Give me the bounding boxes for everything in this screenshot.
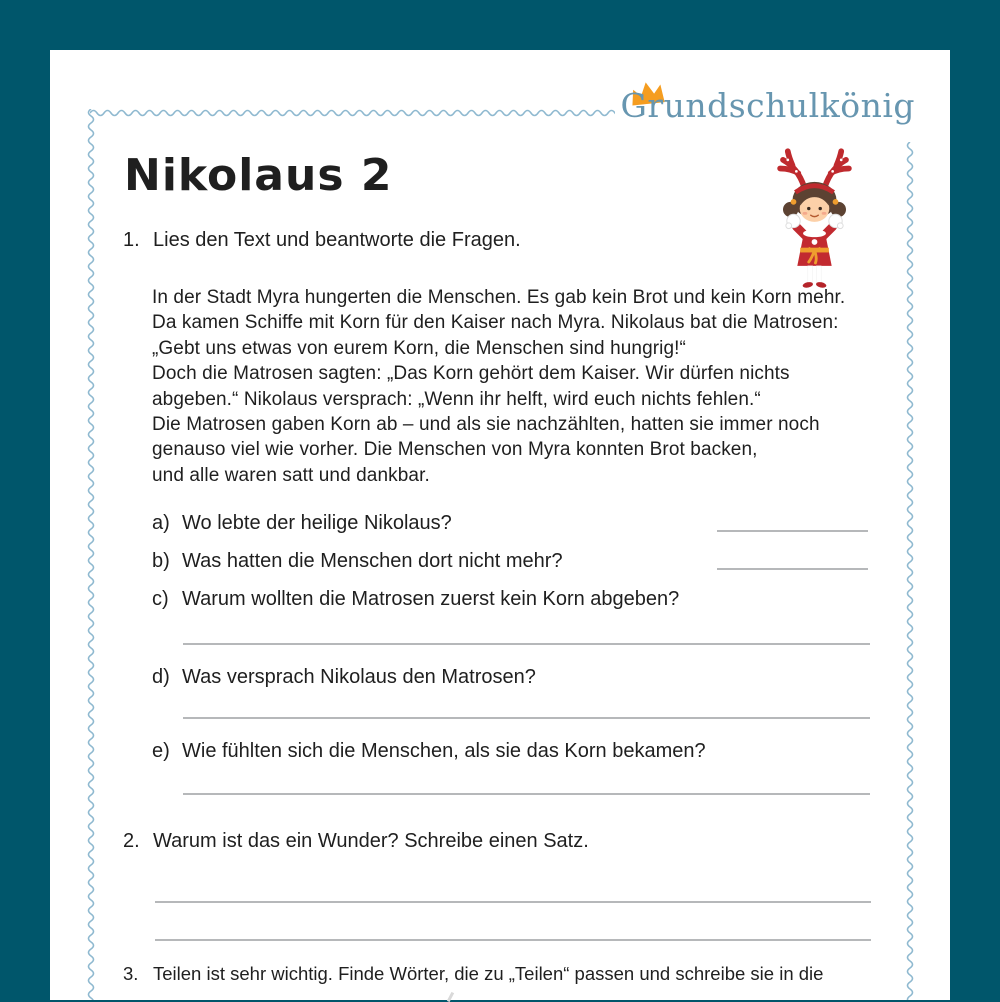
- passage-line: Die Matrosen gaben Korn ab – und als sie nachzählten, hatten sie immer noch: [152, 414, 820, 436]
- question-a-label: a): [152, 512, 170, 534]
- passage-line: und alle waren satt und dankbar.: [152, 464, 430, 486]
- task-3: [123, 963, 893, 985]
- task-1-instruction: Lies den Text und beantworte die Fragen.: [153, 229, 521, 251]
- reading-passage: [152, 285, 872, 488]
- passage-line: Da kamen Schiffe mit Korn für den Kaiser nach Myra. Nikolaus bat die Matrosen:: [152, 312, 839, 334]
- reindeer-girl-illustration: [762, 146, 867, 294]
- question-b-label: b): [152, 550, 170, 572]
- task-1-number: 1.: [123, 229, 140, 251]
- answer-line-e: [183, 793, 870, 795]
- answer-line-task2-2: [155, 939, 871, 941]
- task-2-number: 2.: [123, 830, 140, 852]
- task-2: [123, 830, 589, 853]
- passage-line: abgeben.“ Nikolaus versprach: „Wenn ihr helft, wird euch nichts fehlen.“: [152, 388, 761, 410]
- question-e: [152, 740, 706, 763]
- question-b-text: Was hatten die Menschen dort nicht mehr?: [182, 550, 563, 572]
- antlers-icon: [780, 151, 849, 186]
- answer-line-d: [183, 717, 870, 719]
- task-1: [123, 229, 521, 252]
- question-a: [152, 512, 452, 535]
- task-3-instruction: Teilen ist sehr wichtig. Finde Wörter, die zu „Teilen“ passen und schreibe sie in die: [153, 963, 824, 984]
- passage-line: „Gebt uns etwas von eurem Korn, die Menschen sind hungrig!“: [152, 337, 686, 359]
- answer-line-a: [717, 530, 868, 532]
- question-a-text: Wo lebte der heilige Nikolaus?: [182, 512, 452, 534]
- task-2-instruction: Warum ist das ein Wunder? Schreibe einen Satz.: [153, 830, 589, 852]
- passage-line: Doch die Matrosen sagten: „Das Korn gehört dem Kaiser. Wir dürfen nichts: [152, 363, 790, 385]
- task-3-number: 3.: [123, 963, 139, 984]
- brand-logo: Grundschulkönig: [620, 86, 915, 125]
- question-c-text: Warum wollten die Matrosen zuerst kein Korn abgeben?: [182, 588, 680, 610]
- question-c-label: c): [152, 588, 169, 610]
- answer-line-b: [717, 568, 868, 570]
- question-e-label: e): [152, 740, 170, 762]
- answer-line-task2-1: [155, 901, 871, 903]
- question-d-text: Was versprach Nikolaus den Matrosen?: [182, 666, 536, 688]
- question-e-text: Wie fühlten sich die Menschen, als sie das Korn bekamen?: [182, 740, 706, 762]
- question-d-label: d): [152, 666, 170, 688]
- answer-line-c: [183, 643, 870, 645]
- question-d: [152, 666, 536, 689]
- question-b: [152, 550, 563, 573]
- question-c: [152, 588, 679, 611]
- passage-line: genauso viel wie vorher. Die Menschen von Myra konnten Brot backen,: [152, 439, 758, 461]
- passage-line: In der Stadt Myra hungerten die Menschen. Es gab kein Brot und kein Korn mehr.: [152, 287, 846, 308]
- page-title: Nikolaus 2: [124, 150, 393, 201]
